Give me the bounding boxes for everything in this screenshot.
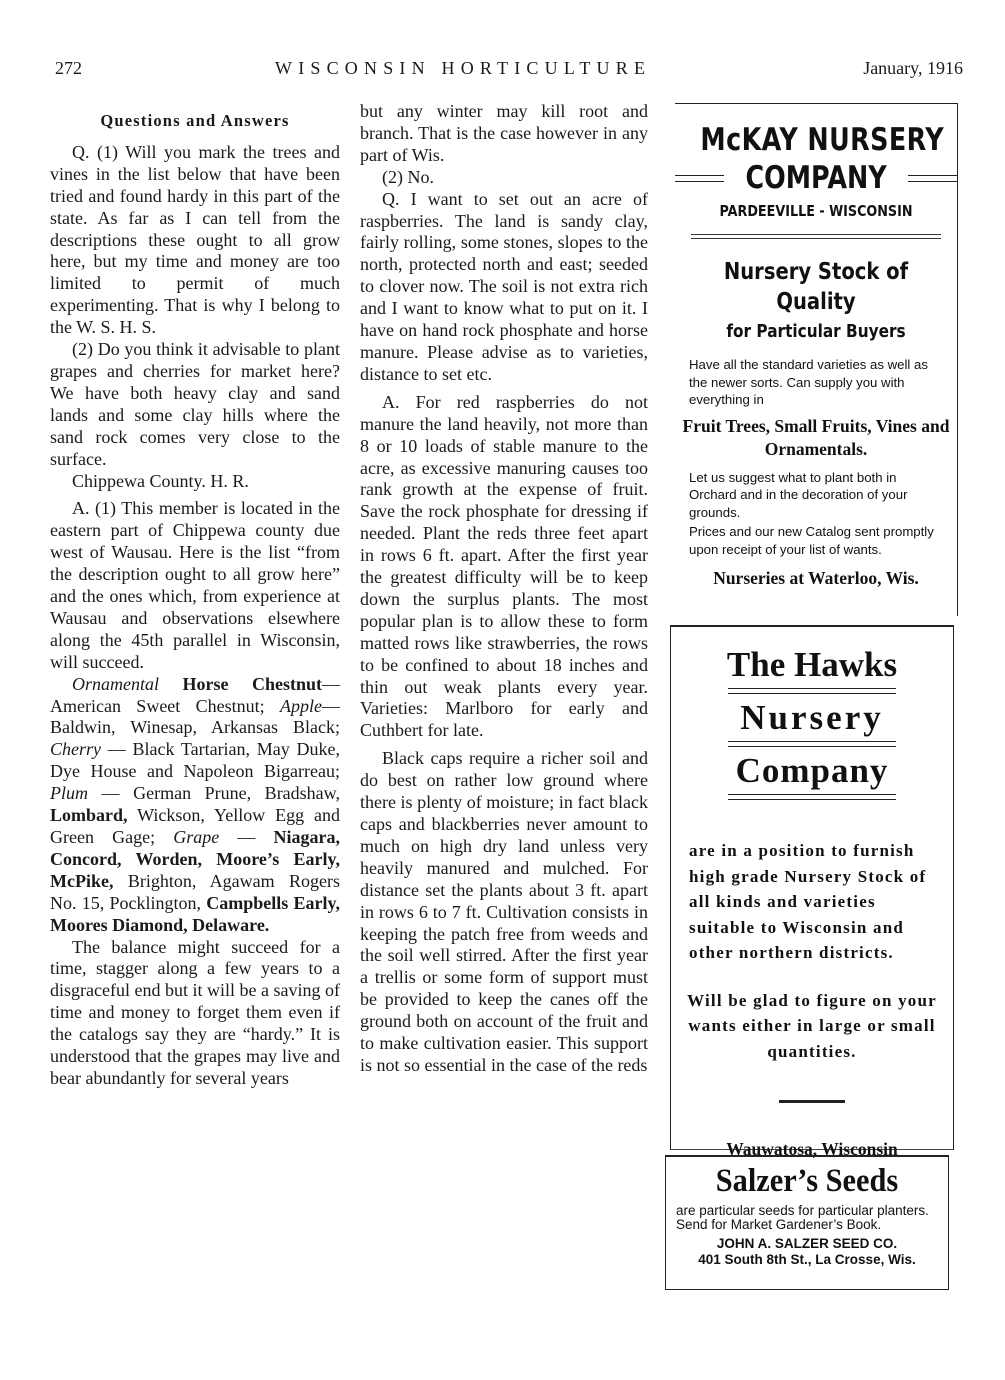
apple-label: Apple xyxy=(280,695,322,716)
hawks-title-line1: The Hawks xyxy=(726,645,898,684)
decorative-rule-left xyxy=(675,175,724,182)
decorative-rule-right xyxy=(908,175,957,182)
hawks-title-line3: Company xyxy=(735,751,889,790)
grape-dash: — xyxy=(219,827,274,847)
mckay-tagline-2: for Particular Buyers xyxy=(726,321,906,342)
plum-list-b: Wickson, Yellow Egg and Green Gage; xyxy=(50,805,340,847)
mckay-name-row xyxy=(675,160,957,196)
answer-1: A. (1) This member is located in the eastern part of Chippewa county due west of Wausau. Here is the list “from the description ought to all grow here” and the ones which, from experience at Wausau and observations elsewhere along the 45th parallel in Wisconsin, will succeed. xyxy=(50,498,340,672)
horse-chestnut: Horse Chestnut xyxy=(182,673,322,694)
salzer-title: Salzer’s Seeds xyxy=(715,1163,899,1199)
apple-list: —Baldwin, Winesap, Arkansas Black; xyxy=(50,695,340,738)
page-header xyxy=(0,58,1005,82)
divider xyxy=(728,688,896,694)
column-2-continuation: but any winter may kill root and branch. That is the case however in any part of Wis. xyxy=(360,101,648,165)
salzer-address: 401 South 8th St., La Crosse, Wis. xyxy=(698,1252,916,1267)
mckay-name-line1: McKAY NURSERY xyxy=(700,122,945,158)
hawks-nursery-ad xyxy=(670,625,954,1159)
plum-list-a: — German Prune, Bradshaw, xyxy=(88,783,340,804)
black-caps-paragraph: Black caps require a richer soil and do best on rather low ground where there is plenty of moisture; in fact black caps and blackberries never amount to much on high dry land unless very heavily manured and mulched. For distance set the plants about 3 ft. apart in rows 6 to 7 ft. Cultivation consists in keeping the patch free from weeds and the soil well stirred. After the first year a trellis or some form of support must be provided to keep the canes off the ground both on account of the fruit and to make cultivation easier. This support is not so essential in the case of the reds xyxy=(360,748,648,1075)
journal-title: WISCONSIN HORTICULTURE xyxy=(275,58,652,78)
mckay-paragraph-3: Prices and our new Catalog sent promptly upon receipt of your list of wants. xyxy=(689,524,934,557)
grape-bold-a: Niagara, Concord, Worden, Moore’s Early, McPike, xyxy=(50,827,341,891)
mckay-highlight: Fruit Trees, Small Fruits, Vines and Ornamentals. xyxy=(682,415,950,459)
mckay-paragraph-1: Have all the standard varieties as well as the newer sorts. Can supply you with everything in xyxy=(689,357,928,407)
article-column-1 xyxy=(50,110,340,1090)
salzer-seeds-ad xyxy=(665,1155,949,1290)
mckay-paragraph-2: Let us suggest what to plant both in Orchard and in the decoration of your grounds. xyxy=(689,469,908,520)
divider xyxy=(779,1100,845,1103)
grape-plain: Brighton, Agawam Rogers No. 15, Pocklington, xyxy=(50,870,340,913)
mckay-footer: Nurseries at Waterloo, Wis. xyxy=(713,568,919,588)
divider xyxy=(728,741,896,747)
mckay-nursery-ad xyxy=(675,103,958,616)
divider xyxy=(728,794,896,800)
salzer-company: JOHN A. SALZER SEED CO. xyxy=(716,1236,898,1251)
answer-3: A. For red raspberries do not manure the land heavily, not more than 8 or 10 loads of stable manure to the acre, as excessive manuring causes too rank growth at the expense of fruit. Save the rock phosphate for dressing if needed. Plant the reds three feet apart in rows 6 ft. apart. After the first year the greatest difficulty will be to keep down the surplus plants. The most popular plan is to allow these to form matted rows like strawberries, the rows to be confined to about 18 inches and thin out weak plants every year. Varieties: Marlboro for early and Cuthbert for late. xyxy=(360,391,648,741)
page-number: 272 xyxy=(55,58,82,78)
hawks-body-2: Will be glad to figure on your wants either in large or small quantities. xyxy=(687,990,937,1061)
question-signature: Chippewa County. H. R. xyxy=(72,470,249,491)
salzer-text: are particular seeds for particular planters. Send for Market Gardener’s Book. xyxy=(676,1203,929,1232)
issue-date: January, 1916 xyxy=(863,58,963,78)
cherry-list: — Black Tartarian, May Duke, Dye House and Napoleon Bigarreau; xyxy=(50,739,340,782)
lombard: Lombard, xyxy=(50,805,128,826)
grape-label: Grape xyxy=(173,827,220,847)
question-1: Q. (1) Will you mark the trees and vines in the list below that have been tried and found hardy in this part of the state. As far as I can tell from the descriptions these ought to all grow here, but my time and money are too limited to permit of much experimenting. That is why I belong to the W. S. H. S. xyxy=(50,141,340,338)
mckay-location: PARDEEVILLE - WISCONSIN xyxy=(719,202,913,220)
mckay-tagline-1: Nursery Stock of Quality xyxy=(723,259,909,315)
plum-label: Plum xyxy=(50,783,88,804)
mckay-name-line2: COMPANY xyxy=(745,160,887,196)
hawks-footer: Wauwatosa, Wisconsin xyxy=(726,1139,898,1159)
hawks-title-line2: Nursery xyxy=(740,698,884,737)
hawks-body: are in a position to furnish high grade Nursery Stock of all kinds and varieties suitable to Wisconsin and other northern districts. xyxy=(689,841,927,962)
article-column-2 xyxy=(360,101,648,1077)
question-3: Q. I want to set out an acre of raspberries. The land is sandy clay, fairly rolling, some stones, slopes to the north, protected north and east; seeded to clover now. The soil is not extra rich and I want to know what to put on it. I have on hand rock phosphate and horse manure. Please advise as to varieties, distance to set etc. xyxy=(360,188,648,384)
question-2: (2) Do you think it advisable to plant grapes and cherries for market here? We have both heavy clay and sand lands and some clay hills where the sand rock comes very close to the surface. xyxy=(50,339,340,469)
divider xyxy=(691,234,941,239)
variety-list xyxy=(50,674,340,937)
grape-bold-b: Campbells Early, Moores Diamond, Delaware. xyxy=(50,892,341,935)
cherry-label: Cherry xyxy=(50,739,101,760)
article-heading: Questions and Answers xyxy=(100,111,290,130)
balance-paragraph: The balance might succeed for a time, stagger along a few years to a disgraceful end but it will be a saving of time and money to forget them even if the catalogs say they are “hardy.” It is understood that the grapes may live and bear abundantly for several years xyxy=(50,936,340,1088)
ornamental-label: Ornamental xyxy=(72,673,159,694)
american-sweet-chestnut: —American Sweet Chestnut; xyxy=(50,673,340,716)
answer-2: (2) No. xyxy=(382,166,434,187)
